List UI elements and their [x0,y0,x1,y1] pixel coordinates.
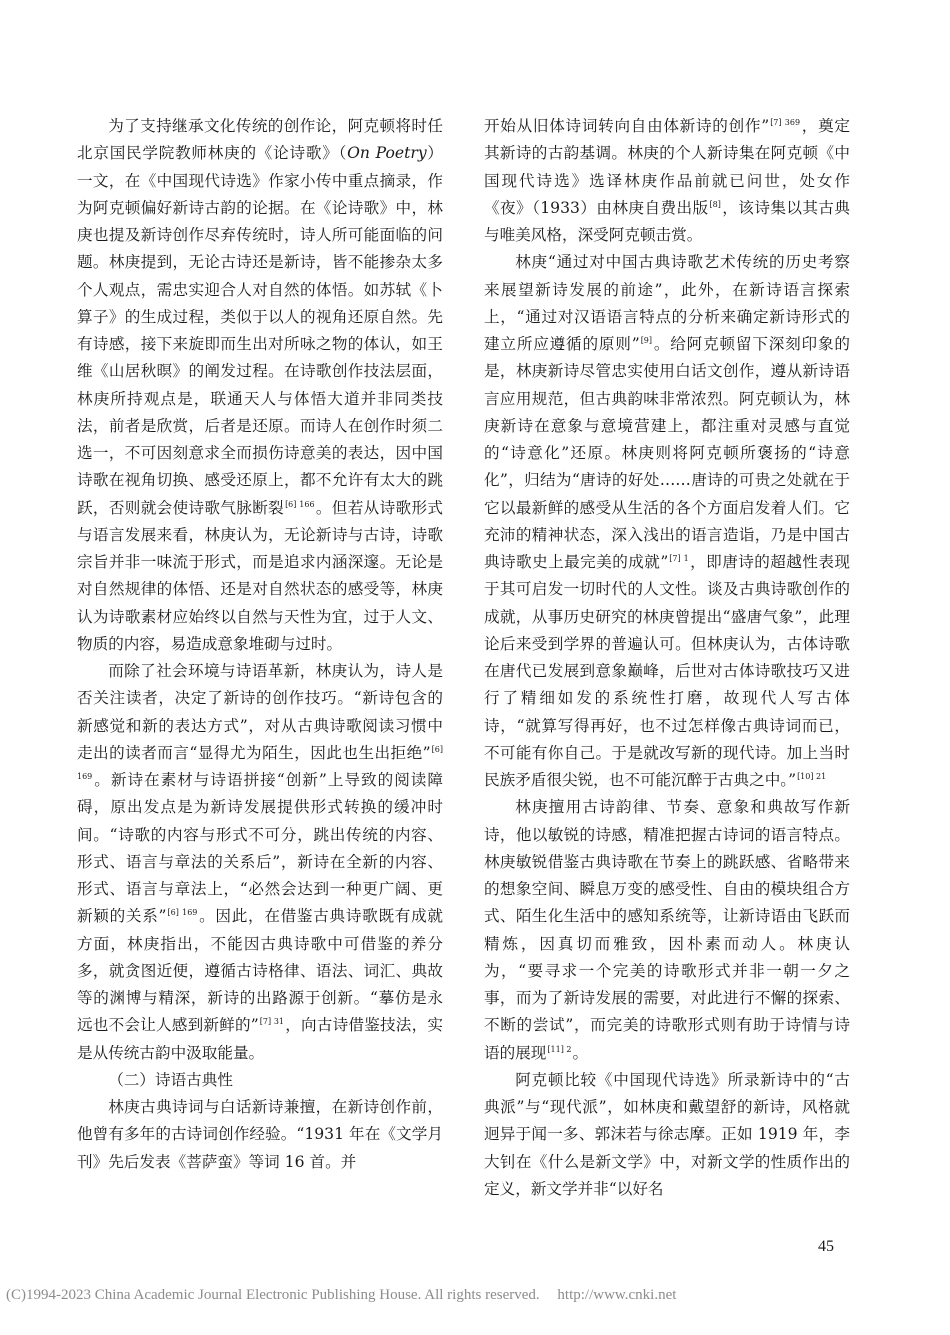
footer-url[interactable]: http://www.cnki.net [557,1287,677,1303]
citation: [6] 169 [167,908,198,918]
paragraph: 阿克顿比较《中国现代诗选》所录新诗中的“古典派”与“现代派”，如林庚和戴望舒的新诗，风格就迥异于闻一多、郭沫若与徐志摩。正如 1919 年，李大钊在《什么是新文学》中，对新文学的性质作出的定义，新文学并非“以好名 [484,1070,850,1198]
footer [6,1287,950,1304]
citation: [8] [709,199,721,209]
citation: [9] [640,336,653,345]
paragraph: 为了支持继承文化传统的创作论，阿克顿将时任北京国民学院教师林庚的《论诗歌》（On Poetry）一文，在《中国现代诗选》作家小传中重点摘录，作为阿克顿偏好新诗古韵的论据。在《论诗歌》中，林庚也提及新诗创作尽弃传统时，诗人所可能面临的问题。林庚提到，无论古诗还是新诗，皆不能掺杂太多个人观点，需忠实迎合人对自然的体悟。如苏轼《卜算子》的生成过程，类似于以人的视角还原自然。先有诗感，接下来旋即而生出对所咏之物的体认，如王维《山居秋暝》的阐发过程。在诗歌创作技法层面，林庚所持观点是，联通天人与体悟大道并非同类技法，前者是欣赏，后者是还原。而诗人在创作时须二选一，不可因刻意求全而损伤诗意美的表达，因中国诗歌在视角切换、感受还原上，都不允许有太大的跳跃，否则就会使诗歌气脉断裂$^{[6] 166}$。但若从诗歌形式与语言发展来看，林庚认为，无论新诗与古诗，诗歌宗旨并非一味流于形式，而是追求内涵深邃。无论是对自然规律的体悟、还是对自然状态的感受等，林庚认为诗歌素材应始终以自然与天性为宜，过于人文、物质的内容，易造成意象堆砌与过时。 [77,117,443,653]
paragraph: 林庚古典诗词与白话新诗兼擅，在新诗创作前，他曾有多年的古诗词创作经验。“1931 年在《文学月刊》先后发表《菩萨蛮》等词 16 首。并 [77,1098,443,1171]
citation: [7] 369 [770,118,801,127]
citation: [7] 31 [259,1017,285,1027]
paragraph: 而除了社会环境与诗语革新，林庚认为，诗人是否关注读者，决定了新诗的创作技巧。“新诗包含的新感觉和新的表达方式”，对从古典诗歌阅读习惯中走出的读者而言“显得尤为陌生，因此也生出拒绝”$^{[6] 169}$。新诗在素材与诗语拼接“创新”上导致的阅读障碍，原出发点是为新诗发展提供形式转换的缓冲时间。“诗歌的内容与形式不可分，跳出传统的内容、形式、语言与章法的关系后”，新诗在全新的内容、形式、语言与章法上，“必然会达到一种更广阔、更新颖的关系”$^{[6] 169}$。因此，在借鉴古典诗歌既有成就方面，林庚指出，不能因古典诗歌中可借鉴的养分多，就贪图近便，遵循古诗格律、语法、词汇、典故等的渊博与精深，新诗的出路源于创新。“摹仿是永远也不会让人感到新鲜的”$^{[7] 31}$，向古诗借鉴技法，实是从传统古韵中汲取能量。 [77,662,443,1062]
paragraph: 林庚擅用古诗韵律、节奏、意象和典故写作新诗，他以敏锐的诗感，精准把握古诗词的语言特点。林庚敏锐借鉴古典诗歌在节奏上的跳跃感、省略带来的想象空间、瞬息万变的感受性、自由的模块组合方式、陌生化生活中的感知系统等，让新诗语由飞跃而精炼，因真切而雅致，因朴素而动人。林庚认为，“要寻求一个完美的诗歌形式并非一朝一夕之事，而为了新诗发展的需要，对此进行不懈的探索、不断的尝试”，而完美的诗歌形式则有助于诗情与诗语的展现$^{[11] 2}$。 [484,798,850,1062]
paragraph: 开始从旧体诗词转向自由体新诗的创作”$^{[7] 369}$，奠定其新诗的古韵基调。林庚的个人新诗集在阿克顿《中国现代诗选》选译林庚作品前就已问世，处女作《夜》（1933）由林庚自费出版[8]，该诗集以其古典与唯美风格，深受阿克顿击赏。 [484,117,850,244]
page-number: 45 [818,1238,834,1255]
citation: [10] 21 [797,772,827,781]
citation: [7] 1 [669,554,689,563]
citation: [6] 169 [77,744,443,781]
paragraph: 林庚“通过对中国古典诗歌艺术传统的历史考察来展望新诗发展的前途”，此外，在新诗语言探索上，“通过对汉语语言特点的分析来确定新诗形式的建立所应遵循的原则”[9]。给阿克顿留下深刻印象的是，林庚新诗尽管忠实使用白话文创作，遵从新诗语言应用规范，但古典韵味非常浓烈。阿克顿认为，林庚新诗在意象与意境营建上，都注重对灵感与直觉的“诗意化”还原。林庚则将阿克顿所褒扬的“诗意化”，归结为“唐诗的好处……唐诗的可贵之处就在于它以最新鲜的感受从生活的各个方面启发着人们。它充沛的精神状态，深入浅出的语言造诣，乃是中国古典诗歌史上最完美的成就”$^{[7] 1}$，即唐诗的超越性表现于其可启发一切时代的人文性。谈及古典诗歌创作的成就，从事历史研究的林庚曾提出“盛唐气象”，此理论后来受到学界的普遍认可。但林庚认为，古体诗歌在唐代已发展到意象巅峰，后世对古体诗歌技巧又进行了精细如发的系统性打磨，故现代人写古体诗，“就算写得再好，也不过怎样像古典诗词而已，不可能有你自己。于是就改写新的现代诗。加上当时民族矛盾很尖锐，也不可能沉醉于古典之中。”$^{[10] 21}$ [484,253,850,789]
left-column [77,113,443,1176]
english-title: On Poetry [347,144,427,163]
copyright-notice: (C)1994-2023 China Academic Journal Electronic Publishing House. All rights reserved. [6,1287,540,1303]
section-heading: （二）诗语古典性 [108,1070,233,1089]
right-column [484,113,850,1203]
citation: [11] 2 [547,1044,572,1054]
citation: [6] 166 [285,499,315,509]
